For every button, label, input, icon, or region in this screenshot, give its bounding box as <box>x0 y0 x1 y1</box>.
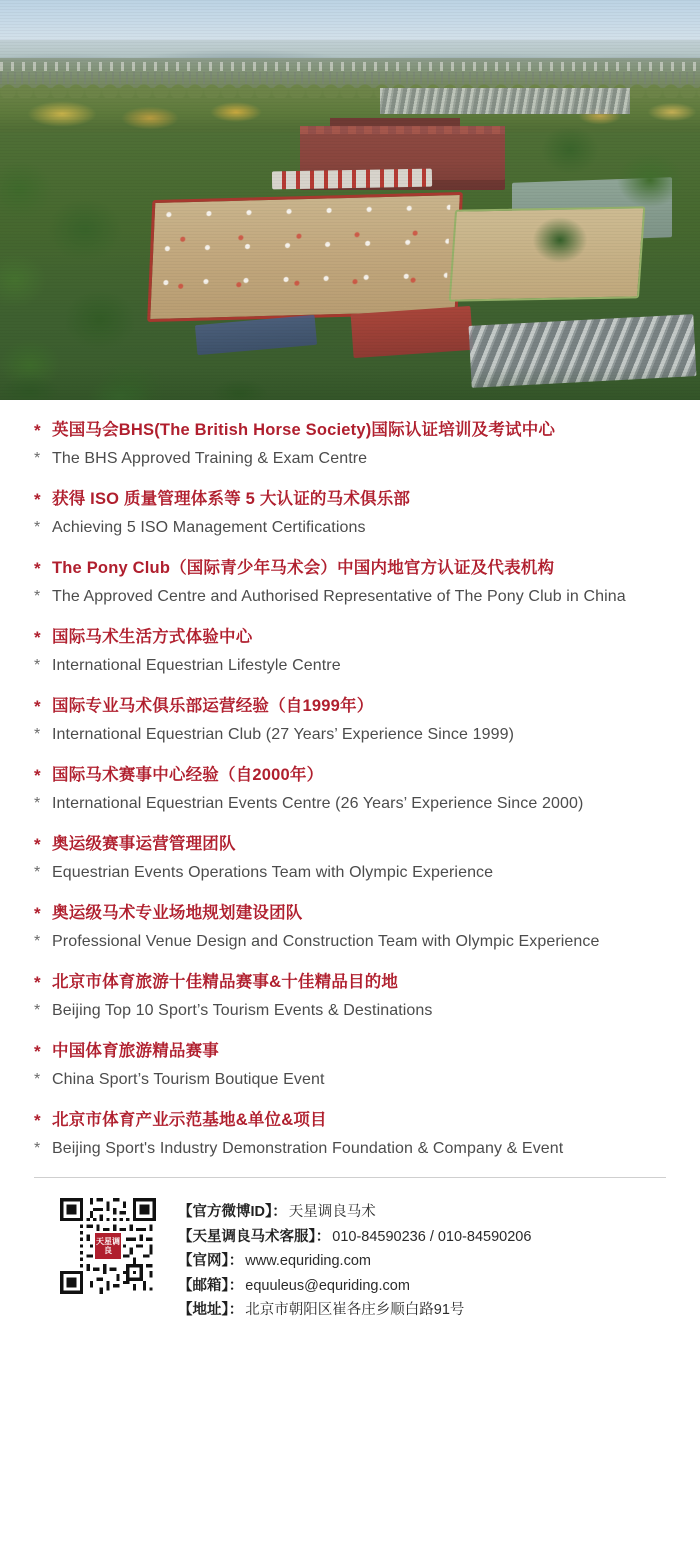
bullet-star-icon: * <box>34 450 41 467</box>
bullet-star-icon: * <box>34 490 41 509</box>
bullet-star-icon: * <box>34 726 41 743</box>
contact-label: 【官网】： <box>178 1253 244 1269</box>
credential-en: The Approved Centre and Authorised Representative of The Pony Club in China <box>52 588 626 605</box>
hero-aerial-photo <box>0 0 700 400</box>
credential-en: Beijing Sport's Industry Demonstration Foundation & Company & Event <box>52 1140 564 1157</box>
bullet-star-icon: * <box>34 559 41 578</box>
event-tents <box>272 169 432 190</box>
contact-value: 天星调良马术 <box>288 1204 376 1220</box>
credential-en: Equestrian Events Operations Team with Olympic Experience <box>52 864 494 881</box>
bullet-star-icon: * <box>34 795 41 812</box>
bullet-star-icon: * <box>34 1042 41 1061</box>
contact-value[interactable]: 010-84590236 / 010-84590206 <box>332 1228 532 1245</box>
left-tree-cluster <box>0 150 190 400</box>
credential-zh: 奥运级马术专业场地规划建设团队 <box>52 904 303 922</box>
upper-parking-lot <box>380 88 630 114</box>
credential-en: Achieving 5 ISO Management Certifications <box>52 519 366 536</box>
list-item <box>34 625 666 679</box>
right-tree-cluster <box>530 120 700 300</box>
qr-center-logo: 天星调良 <box>93 1231 123 1261</box>
contact-label: 【地址】： <box>178 1302 244 1318</box>
list-item <box>34 1108 666 1162</box>
credential-zh: 中国体育旅游精品赛事 <box>52 1042 219 1060</box>
contact-label: 【天星调良马术客服】： <box>178 1228 331 1245</box>
bullet-star-icon: * <box>34 519 41 536</box>
foreground-shrubs <box>0 366 700 400</box>
contact-row <box>178 1200 531 1225</box>
list-item <box>34 694 666 748</box>
stable-block-red <box>351 306 474 358</box>
contact-label: 【官方微博ID】： <box>178 1204 287 1220</box>
bullet-star-icon: * <box>34 421 41 440</box>
credential-zh: 北京市体育旅游十佳精品赛事&十佳精品目的地 <box>52 973 399 991</box>
credential-en: International Equestrian Lifestyle Centre <box>52 657 341 674</box>
jump-obstacles <box>160 202 451 313</box>
credential-zh: 国际马术赛事中心经验（自2000年） <box>52 766 324 784</box>
bullet-star-icon: * <box>34 864 41 881</box>
list-item <box>34 763 666 817</box>
email-link[interactable]: equuleus@equriding.com <box>245 1277 410 1294</box>
contact-info <box>178 1198 531 1323</box>
bullet-star-icon: * <box>34 1140 41 1157</box>
list-item <box>34 418 666 472</box>
list-item <box>34 556 666 610</box>
credential-zh: 国际专业马术俱乐部运营经验（自1999年） <box>52 697 374 715</box>
list-item <box>34 832 666 886</box>
bullet-star-icon: * <box>34 766 41 785</box>
credential-zh: 奥运级赛事运营管理团队 <box>52 835 236 853</box>
list-item <box>34 901 666 955</box>
bullet-star-icon: * <box>34 973 41 992</box>
bullet-star-icon: * <box>34 1002 41 1019</box>
bullet-star-icon: * <box>34 657 41 674</box>
credential-zh: 国际马术生活方式体验中心 <box>52 628 253 646</box>
list-item <box>34 1039 666 1093</box>
qr-code[interactable] <box>60 1198 156 1294</box>
credential-zh: 获得 ISO 质量管理体系等 5 大认证的马术俱乐部 <box>52 490 411 508</box>
contact-row <box>178 1298 531 1323</box>
bullet-star-icon: * <box>34 697 41 716</box>
list-item <box>34 487 666 541</box>
roofline <box>300 126 505 134</box>
contact-row <box>178 1225 531 1250</box>
footer <box>0 1178 700 1323</box>
credential-zh: 英国马会BHS(The British Horse Society)国际认证培训及考试中心 <box>52 421 556 439</box>
bullet-star-icon: * <box>34 904 41 923</box>
credential-zh: 北京市体育产业示范基地&单位&项目 <box>52 1111 327 1129</box>
bullet-star-icon: * <box>34 588 41 605</box>
credential-en: Professional Venue Design and Construction Team with Olympic Experience <box>52 933 600 950</box>
bullet-star-icon: * <box>34 628 41 647</box>
credentials-list <box>0 400 700 1162</box>
list-item <box>34 970 666 1024</box>
bullet-star-icon: * <box>34 835 41 854</box>
credential-en: The BHS Approved Training & Exam Centre <box>52 450 368 467</box>
credential-en: Beijing Top 10 Sport’s Tourism Events & Destinations <box>52 1002 433 1019</box>
contact-row <box>178 1249 531 1274</box>
bullet-star-icon: * <box>34 933 41 950</box>
credential-en: International Equestrian Club (27 Years’ Experience Since 1999) <box>52 726 514 743</box>
bullet-star-icon: * <box>34 1071 41 1088</box>
credential-en: China Sport’s Tourism Boutique Event <box>52 1071 325 1088</box>
contact-value: 北京市朝阳区崔各庄乡顺白路91号 <box>245 1302 465 1318</box>
credential-zh: The Pony Club（国际青少年马术会）中国内地官方认证及代表机构 <box>52 559 555 577</box>
contact-label: 【邮箱】： <box>178 1277 244 1294</box>
contact-row <box>178 1274 531 1299</box>
distant-buildings <box>0 60 700 84</box>
credential-en: International Equestrian Events Centre (26 Years’ Experience Since 2000) <box>52 795 584 812</box>
website-link[interactable]: www.equriding.com <box>245 1253 371 1269</box>
bullet-star-icon: * <box>34 1111 41 1130</box>
